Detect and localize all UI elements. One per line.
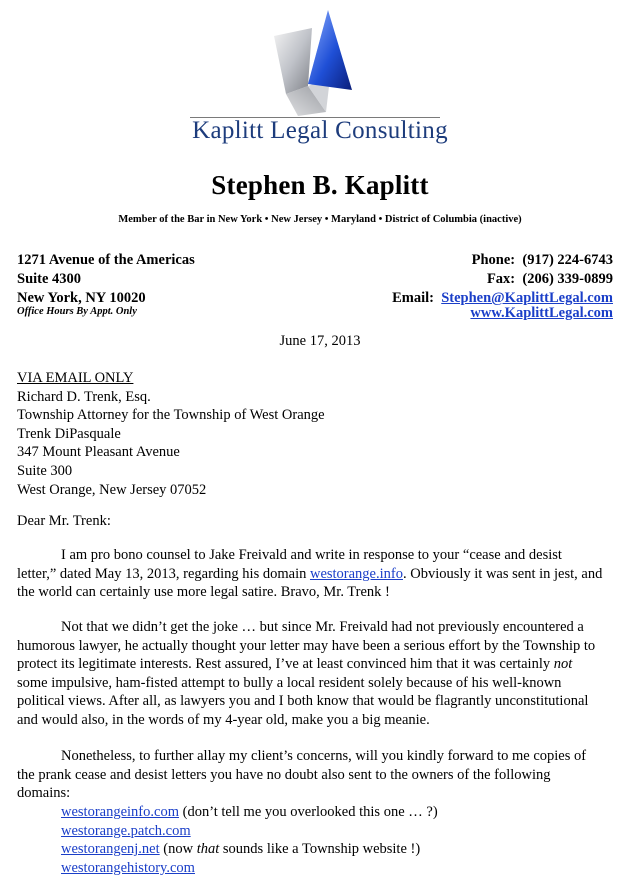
paragraph-1 [17, 546, 623, 602]
recipient-line: Township Attorney for the Township of West Orange [17, 407, 325, 424]
paragraph-line [17, 655, 623, 674]
phone-number: (917) 224-6743 [522, 252, 613, 268]
emphasis-text: not [553, 656, 573, 673]
list-item [61, 803, 438, 822]
phone-label: Phone: [471, 252, 516, 268]
list-item [61, 840, 438, 859]
recipient-line: Richard D. Trenk, Esq. [17, 388, 151, 405]
domain-link-westorangehistory-com[interactable]: westorangehistory.com [61, 859, 195, 876]
domain-note: (now [159, 841, 197, 858]
paragraph-text: . Obviously it was sent in jest, and [402, 565, 603, 582]
recipient-line: Suite 300 [17, 462, 73, 479]
paragraph-line: the world can certainly use more legal satire. Bravo, Mr. Trenk ! [17, 584, 390, 601]
delivery-method: VIA EMAIL ONLY [17, 370, 134, 386]
recipient-line: West Orange, New Jersey 07052 [17, 481, 207, 498]
recipient-line: Trenk DiPasquale [17, 425, 121, 442]
list-item [61, 822, 438, 841]
firm-logo [268, 8, 368, 120]
paragraph-line: humorous lawyer, he actually thought your letter may have been a serious effort by the Township to [17, 637, 596, 654]
domain-note: sounds like a Township website !) [219, 841, 421, 858]
domain-link-westorange-info[interactable]: westorange.info [309, 565, 403, 582]
paragraph-line: political views. After all, as lawyers you and I both know that would be flagrantly unconstitutional [17, 693, 589, 710]
paragraph-line [17, 565, 623, 584]
fax-line [487, 270, 613, 289]
email-label: Email: [392, 290, 434, 306]
paragraph-2 [17, 618, 623, 730]
domain-link-westorangeinfo-com[interactable]: westorangeinfo.com [61, 804, 179, 820]
phone-line [472, 251, 613, 270]
paragraph-line: some impulsive, ham-fisted attempt to bully a local resident solely because of his well-known [17, 674, 562, 691]
domain-list [61, 803, 438, 877]
recipient-block [17, 369, 623, 499]
recipient-line: 347 Mount Pleasant Avenue [17, 444, 180, 461]
paragraph-line: the prank cease and desist letters you have no doubt also sent to the owners of the following [17, 766, 551, 783]
salutation [17, 512, 623, 531]
paragraph-3 [17, 747, 623, 803]
email-link[interactable]: Stephen@KaplittLegal.com [441, 290, 613, 306]
fax-number: (206) 339-0899 [522, 271, 613, 287]
letter-date: June 17, 2013 [279, 333, 361, 349]
address-line-2: Suite 4300 [17, 271, 82, 287]
address-line-3: New York, NY 10020 [17, 290, 146, 306]
domain-note: (don’t tell me you overlooked this one … ?) [178, 804, 438, 820]
attorney-name: Stephen B. Kaplitt [211, 170, 429, 200]
list-item [61, 859, 438, 878]
domain-link-westorangenj-net[interactable]: westorangenj.net [61, 841, 160, 858]
paragraph-line: domains: [17, 785, 71, 802]
paragraph-line: I am pro bono counsel to Jake Freivald and write in response to your “cease and desist [61, 547, 562, 563]
website-line [470, 304, 613, 323]
paragraph-text: letter,” dated May 13, 2013, regarding his domain [17, 565, 310, 582]
salutation-text: Dear Mr. Trenk: [17, 513, 111, 529]
address-line-1: 1271 Avenue of the Americas [17, 252, 195, 268]
fax-label: Fax: [486, 271, 516, 287]
bar-membership: Member of the Bar in New York • New Jersey • Maryland • District of Columbia (inactive) [118, 214, 522, 225]
website-link[interactable]: www.KaplittLegal.com [470, 305, 613, 321]
office-hours: Office Hours By Appt. Only [17, 306, 137, 317]
paragraph-line: Not that we didn’t get the joke … but since Mr. Freivald had not previously encountered a [61, 619, 584, 635]
domain-link-westorange-patch-com[interactable]: westorange.patch.com [61, 822, 191, 839]
emphasis-text: that [196, 841, 220, 858]
firm-name: Kaplitt Legal Consulting [192, 117, 448, 144]
paragraph-text: protect its legitimate interests. Rest assured, I’ve at least convinced him that it was certainly [17, 656, 554, 673]
paragraph-line: and would also, in the words of my 4-year old, make you a big meanie. [17, 711, 430, 728]
paragraph-line: Nonetheless, to further allay my client’s concerns, will you kindly forward to me copies of [61, 748, 587, 764]
